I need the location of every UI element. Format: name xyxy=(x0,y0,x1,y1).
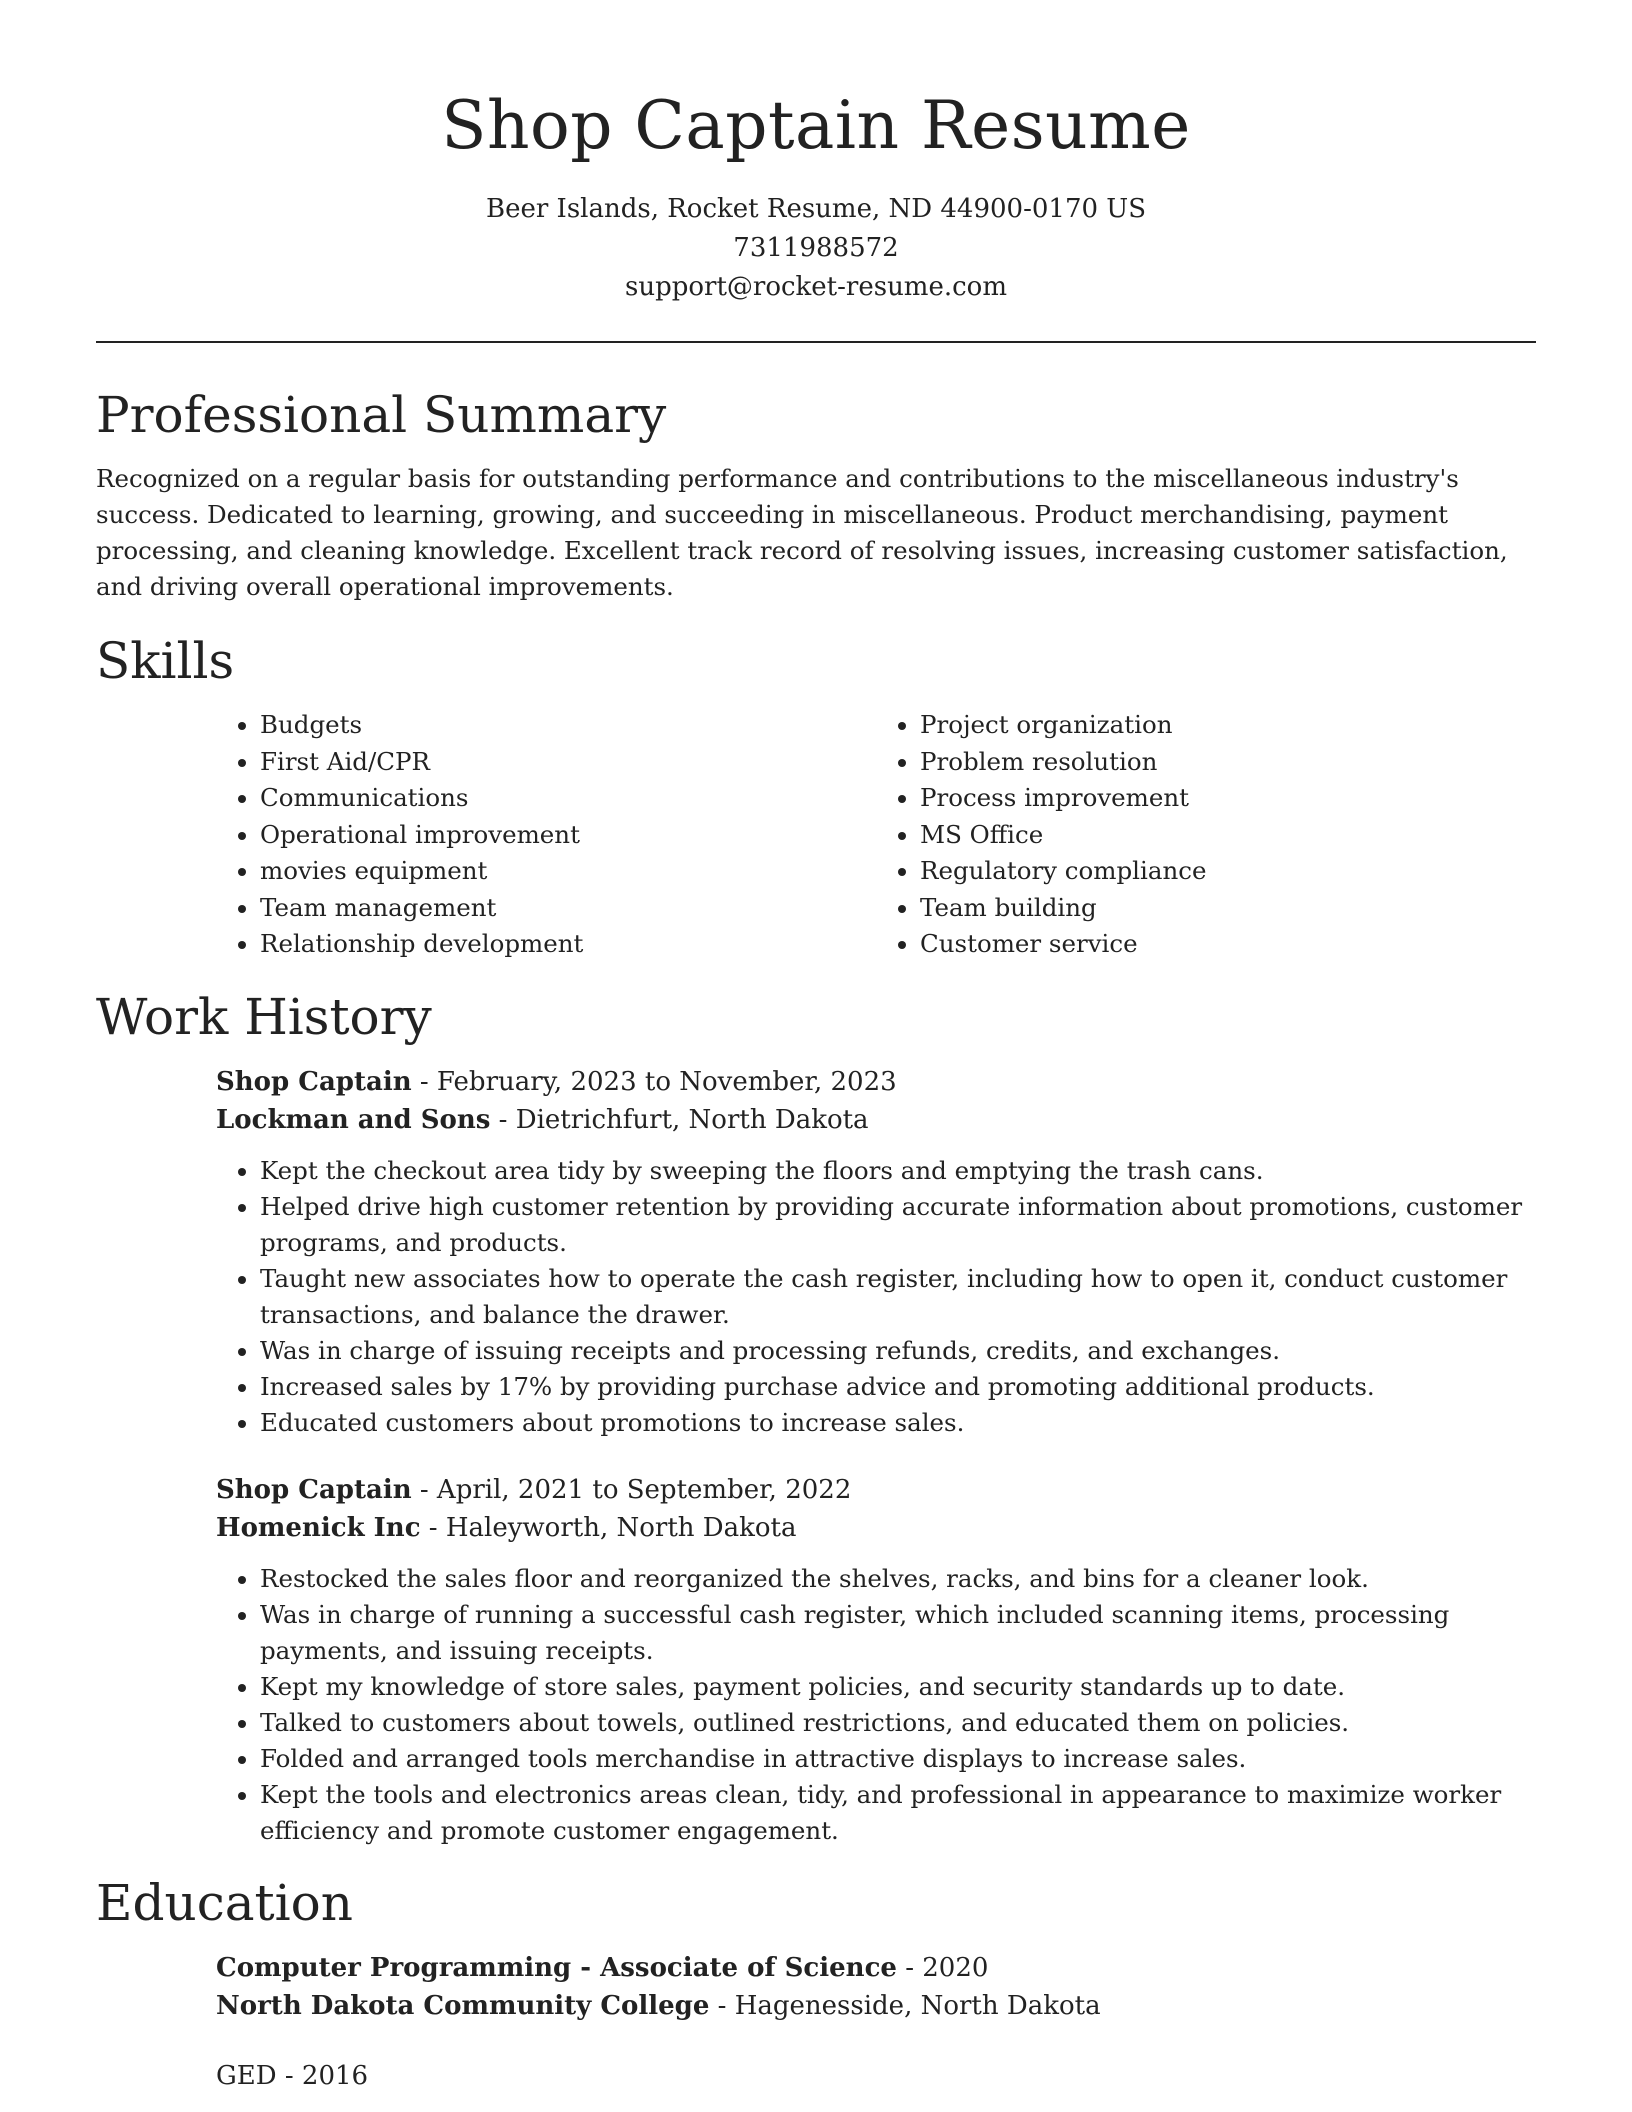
degree: Computer Programming - Associate of Science xyxy=(216,1952,897,1983)
skill-item: • Problem resolution xyxy=(920,744,1536,781)
email: support@rocket-resume.com xyxy=(624,272,1007,302)
job-duty: • Educated customers about promotions to increase sales. xyxy=(260,1405,1536,1441)
job-duty: • Increased sales by 17% by providing purchase advice and promoting additional products. xyxy=(260,1369,1536,1405)
job-location: - Haleyworth, North Dakota xyxy=(420,1512,797,1543)
job-duty: • Was in charge of running a successful cash register, which included scanning items, processing payments, and issuing receipts. xyxy=(260,1597,1536,1669)
job-entry xyxy=(216,1063,1536,1441)
job-company-line xyxy=(216,1101,1536,1139)
job-role: Shop Captain xyxy=(216,1474,412,1505)
education-heading: Education xyxy=(96,1873,353,1932)
skill-item: • Budgets xyxy=(260,707,876,744)
summary-section xyxy=(96,383,1536,605)
education-entry xyxy=(216,1949,1536,2025)
school: North Dakota Community College xyxy=(216,1990,710,2021)
resume-header xyxy=(96,0,1536,307)
job-title-line xyxy=(216,1063,1536,1101)
education-entry xyxy=(216,2057,1536,2095)
resume-title: Shop Captain Resume xyxy=(441,87,1191,164)
skill-item: • Process improvement xyxy=(920,780,1536,817)
job-duty: • Kept the tools and electronics areas clean, tidy, and professional in appearance to maximize worker efficiency and promote customer engagement. xyxy=(260,1777,1536,1849)
job-duties xyxy=(216,1153,1536,1441)
degree-line xyxy=(216,1949,1536,1987)
school-location: - Hagenesside, North Dakota xyxy=(709,1990,1101,2021)
skill-item: • Relationship development xyxy=(260,926,876,963)
job-company: Lockman and Sons xyxy=(216,1104,491,1135)
job-duty: • Talked to customers about towels, outlined restrictions, and educated them on policies. xyxy=(260,1705,1536,1741)
skill-item: • Team management xyxy=(260,890,876,927)
phone: 7311988572 xyxy=(733,233,899,263)
skills-column-left xyxy=(216,707,876,963)
skill-item: • Operational improvement xyxy=(260,817,876,854)
skill-item: • Communications xyxy=(260,780,876,817)
job-duty: • Restocked the sales floor and reorganized the shelves, racks, and bins for a cleaner look. xyxy=(260,1561,1536,1597)
education-section xyxy=(96,1871,1536,2095)
skill-item: • First Aid/CPR xyxy=(260,744,876,781)
contact-info xyxy=(96,190,1536,307)
job-dates: - February, 2023 to November, 2023 xyxy=(411,1066,897,1097)
job-dates: - April, 2021 to September, 2022 xyxy=(411,1474,852,1505)
job-duty: • Folded and arranged tools merchandise in attractive displays to increase sales. xyxy=(260,1741,1536,1777)
header-divider xyxy=(96,341,1536,343)
job-duty: • Kept my knowledge of store sales, payment policies, and security standards up to date. xyxy=(260,1669,1536,1705)
job-role: Shop Captain xyxy=(216,1066,412,1097)
skill-item: • Regulatory compliance xyxy=(920,853,1536,890)
skill-item: • movies equipment xyxy=(260,853,876,890)
job-duty: • Helped drive high customer retention by providing accurate information about promotions, customer programs, and products. xyxy=(260,1189,1536,1261)
skills-list xyxy=(216,707,1536,963)
degree: GED xyxy=(216,2060,277,2091)
school-line xyxy=(216,1987,1536,2025)
address: Beer Islands, Rocket Resume, ND 44900-0170 US xyxy=(485,194,1147,224)
job-company: Homenick Inc xyxy=(216,1512,421,1543)
degree-year: - 2020 xyxy=(896,1952,989,1983)
skills-section xyxy=(96,629,1536,963)
work-history-section xyxy=(96,985,1536,1849)
skill-item: • Project organization xyxy=(920,707,1536,744)
skill-item: • MS Office xyxy=(920,817,1536,854)
skills-heading: Skills xyxy=(96,632,235,690)
skill-item: • Team building xyxy=(920,890,1536,927)
work-history-heading: Work History xyxy=(96,987,432,1046)
skills-column-right xyxy=(876,707,1536,963)
job-location: - Dietrichfurt, North Dakota xyxy=(490,1104,869,1135)
summary-text: Recognized on a regular basis for outstanding performance and contributions to the miscellaneous industry's success. Dedicated to learning, growing, and succeeding in miscellaneous. Product merchandising, payment processing, and cleaning knowledge. Excellent track record of resolving issues, increasing customer satisfaction, and driving overall operational improvements. xyxy=(96,464,1508,601)
job-duty: • Was in charge of issuing receipts and processing refunds, credits, and exchanges. xyxy=(260,1333,1536,1369)
job-duty: • Taught new associates how to operate the cash register, including how to open it, conduct customer transactions, and balance the drawer. xyxy=(260,1261,1536,1333)
job-entry xyxy=(216,1471,1536,1849)
job-title-line xyxy=(216,1471,1536,1509)
job-duties xyxy=(216,1561,1536,1849)
degree-year: - 2016 xyxy=(276,2060,369,2091)
degree-line xyxy=(216,2057,1536,2095)
skill-item: • Customer service xyxy=(920,926,1536,963)
job-duty: • Kept the checkout area tidy by sweeping the floors and emptying the trash cans. xyxy=(260,1153,1536,1189)
job-company-line xyxy=(216,1509,1536,1547)
summary-heading: Professional Summary xyxy=(96,386,667,444)
